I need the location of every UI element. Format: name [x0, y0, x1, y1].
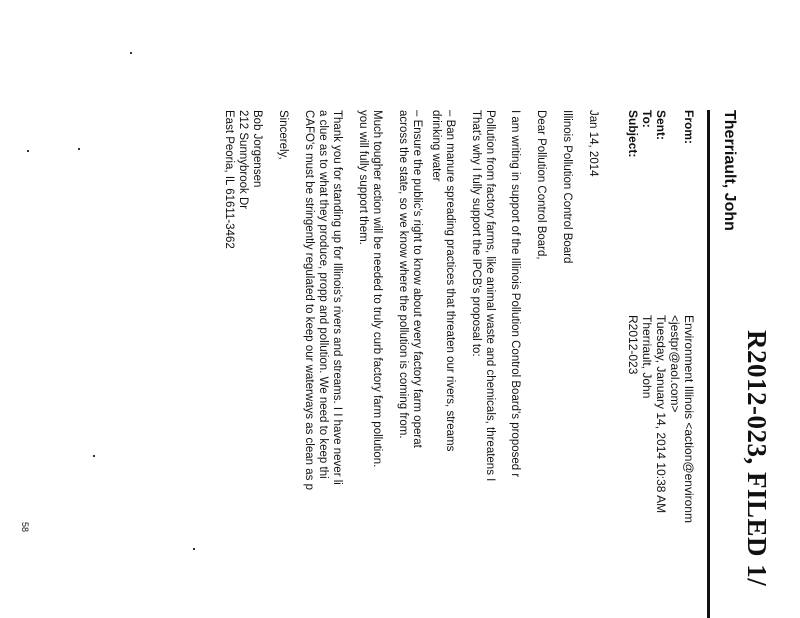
from-value: Environment Illinois <action@environm: [682, 315, 696, 523]
action-line: you will fully support them.: [357, 110, 369, 245]
intro-line: Pollution from factory farms, like animal waste and chemicals, threatens I: [484, 110, 496, 482]
letter-recipient: Illinois Pollution Control Board: [561, 110, 573, 264]
subject-row: [626, 110, 640, 375]
from-row: [682, 110, 696, 523]
signature-street: 212 Sunnybrook Dr: [237, 110, 249, 210]
header-rule: [707, 110, 710, 618]
thanks-line: CAFO's must be stringently regulated to keep our waterways as clean as p: [303, 110, 315, 490]
scan-speck: [130, 52, 132, 54]
from-row-continued: [668, 110, 682, 413]
filing-stamp: R2012-023, FILED 1/: [742, 330, 772, 587]
to-value: Therriault, John: [640, 315, 654, 399]
bullet-line: drinking water: [430, 110, 442, 182]
scan-speck: [78, 148, 80, 150]
sender-heading: Therriault, John: [721, 110, 738, 231]
from-label: From:: [682, 110, 696, 144]
to-row: [640, 110, 654, 399]
scan-speck: [93, 455, 95, 457]
closing: Sincerely,: [277, 110, 289, 160]
scan-speck: [27, 150, 29, 152]
sent-label: Sent:: [654, 110, 668, 140]
bullet-line: across the state, so we know where the pollution is coming from.: [397, 110, 409, 439]
intro-line: I am writing in support of the Illinois Pollution Control Board's proposed r: [509, 110, 521, 478]
thanks-line: a clue as to what they produce, propp and pollution. We need to keep thi: [317, 110, 329, 479]
signature-name: Bob Jorgensen: [251, 110, 263, 188]
to-label: To:: [640, 110, 654, 128]
letter-date: Jan 14, 2014: [587, 110, 599, 177]
page-number: 58: [20, 522, 30, 533]
bullet-line: – Ban manure spreading practices that threaten our rivers, streams: [444, 110, 456, 452]
from-value-email: <jestpr@aol.com>: [668, 315, 682, 413]
scan-speck: [193, 548, 195, 550]
action-line: Much tougher action will be needed to truly curb factory farm pollution.: [371, 110, 383, 468]
intro-line: That's why I fully support the IPCB's proposal to:: [470, 110, 482, 357]
thanks-line: Thank you for standing up for Illinois's rivers and streams. I I have never li: [331, 110, 343, 485]
sent-row: [654, 110, 668, 514]
sent-value: Tuesday, January 14, 2014 10:38 AM: [654, 315, 668, 514]
letter-salutation: Dear Pollution Control Board,: [535, 110, 547, 260]
subject-label: Subject:: [626, 110, 640, 158]
signature-city: East Peoria, IL 61611-3462: [223, 110, 235, 249]
bullet-line: – Ensure the public's right to know about every factory farm operat: [411, 110, 423, 448]
subject-value: R2012-023: [626, 315, 640, 375]
